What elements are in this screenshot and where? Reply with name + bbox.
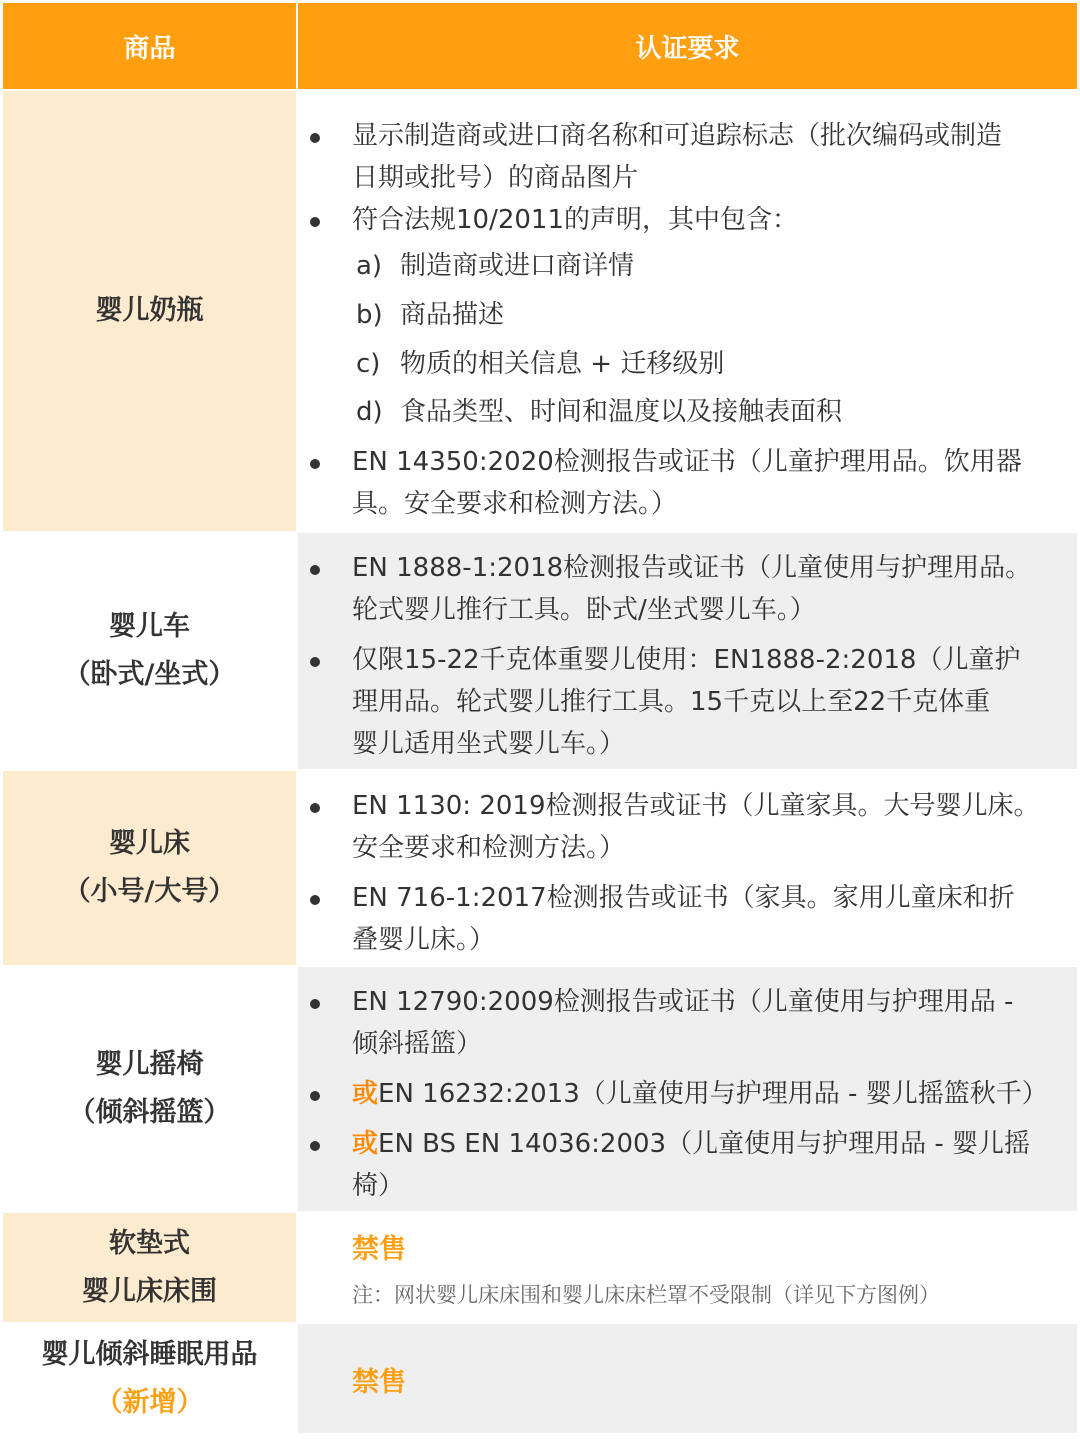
item-line: 安全要求和检测方法。） bbox=[352, 833, 626, 863]
item-line: 日期或批号）的商品图片 bbox=[352, 163, 639, 193]
header-requirement: 认证要求 bbox=[298, 3, 1077, 89]
header-product: 商品 bbox=[3, 3, 296, 89]
product-cell bbox=[3, 771, 296, 965]
product-name: 软垫式 婴儿床床围 bbox=[82, 1227, 217, 1307]
requirement-cell bbox=[298, 533, 1077, 769]
new-badge: （新增） bbox=[95, 1386, 204, 1418]
item-line: EN 14350:2020检测报告或证书（儿童护理用品。饮用器 bbox=[352, 447, 1022, 477]
item-line: EN 716-1:2017检测报告或证书（家具。家用儿童床和折 bbox=[352, 883, 1015, 913]
requirement-cell bbox=[298, 91, 1077, 531]
product-cell bbox=[3, 533, 296, 769]
ban-label: 禁售 bbox=[352, 1367, 406, 1398]
bullet-icon bbox=[310, 1141, 320, 1151]
item-line: 倾斜摇篮） bbox=[352, 1029, 483, 1059]
item-line: 叠婴儿床。） bbox=[352, 925, 496, 955]
bullet-icon bbox=[310, 459, 320, 469]
ban-label: 禁售 bbox=[352, 1234, 406, 1265]
bullet-icon bbox=[310, 999, 320, 1009]
table-header bbox=[0, 3, 1080, 89]
item-line: 或EN BS EN 14036:2003（儿童使用与护理用品 - 婴儿摇 bbox=[352, 1129, 1030, 1159]
item-line: 婴儿适用坐式婴儿车。） bbox=[352, 729, 626, 759]
sub-item: c) 物质的相关信息 + 迁移级别 bbox=[356, 349, 725, 379]
product-name: 婴儿倾斜睡眠用品 （新增） bbox=[42, 1331, 258, 1427]
requirement-cell bbox=[298, 1324, 1077, 1433]
bullet-icon bbox=[310, 657, 320, 667]
product-name: 婴儿奶瓶 bbox=[95, 295, 204, 326]
sub-item: a) 制造商或进口商详情 bbox=[356, 251, 635, 281]
product-cell bbox=[3, 967, 296, 1211]
bullet-icon bbox=[310, 133, 320, 143]
table-row bbox=[0, 1213, 1080, 1322]
requirement-cell bbox=[298, 1213, 1077, 1322]
item-line: 仅限15-22千克体重婴儿使用：EN1888-2:2018（儿童护 bbox=[352, 645, 1021, 675]
item-line: 理用品。轮式婴儿推行工具。15千克以上至22千克体重 bbox=[352, 687, 991, 717]
item-line: EN 1130: 2019检测报告或证书（儿童家具。大号婴儿床。 bbox=[352, 791, 1040, 821]
item-line: EN 12790:2009检测报告或证书（儿童使用与护理用品 - bbox=[352, 987, 1014, 1017]
product-cell bbox=[3, 1213, 296, 1322]
bullet-icon bbox=[310, 803, 320, 813]
product-name: 婴儿摇椅 （倾斜摇篮） bbox=[68, 1049, 231, 1128]
item-line: EN 1888-1:2018检测报告或证书（儿童使用与护理用品。 bbox=[352, 553, 1032, 583]
note-text: 注：网状婴儿床床围和婴儿床床栏罩不受限制（详见下方图例） bbox=[352, 1283, 940, 1307]
table-row bbox=[0, 1324, 1080, 1433]
requirement-cell bbox=[298, 967, 1077, 1211]
bullet-icon bbox=[310, 217, 320, 227]
bullet-icon bbox=[310, 565, 320, 575]
item-line: 显示制造商或进口商名称和可追踪标志（批次编码或制造 bbox=[352, 121, 1003, 151]
product-cell bbox=[3, 91, 296, 531]
table-row bbox=[0, 91, 1080, 531]
item-line: 符合法规10/2011的声明，其中包含： bbox=[352, 205, 799, 235]
bullet-icon bbox=[310, 1091, 320, 1101]
product-name: 婴儿床 （小号/大号） bbox=[63, 828, 236, 907]
item-line: 或EN 16232:2013（儿童使用与护理用品 - 婴儿摇篮秋千） bbox=[352, 1079, 1048, 1109]
item-line: 具。安全要求和检测方法。） bbox=[352, 489, 678, 519]
table-row bbox=[0, 771, 1080, 965]
product-cell bbox=[3, 1324, 296, 1433]
sub-item: b) 商品描述 bbox=[356, 300, 505, 330]
table-row bbox=[0, 967, 1080, 1211]
product-name: 婴儿车 （卧式/坐式） bbox=[63, 611, 236, 690]
item-line: 轮式婴儿推行工具。卧式/坐式婴儿车。） bbox=[352, 595, 816, 625]
table-row bbox=[0, 533, 1080, 769]
sub-item: d) 食品类型、时间和温度以及接触表面积 bbox=[356, 397, 843, 427]
bullet-icon bbox=[310, 895, 320, 905]
item-line: 椅） bbox=[352, 1171, 405, 1201]
requirement-cell bbox=[298, 771, 1077, 965]
